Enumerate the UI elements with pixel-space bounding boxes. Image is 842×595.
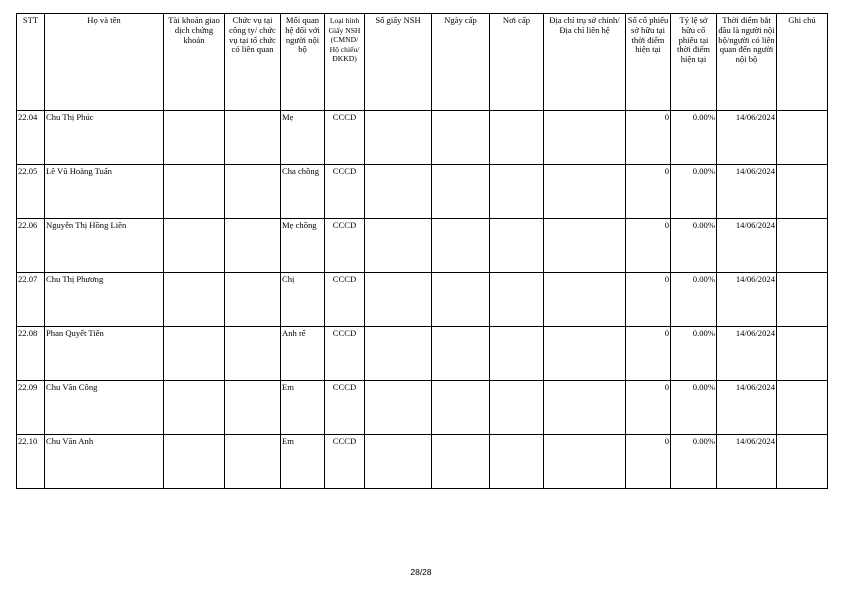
cell-address [544,273,626,327]
cell-issue-date [432,435,490,489]
cell-issue-place [490,165,544,219]
cell-ratio: 0.00% [671,273,717,327]
cell-address [544,435,626,489]
cell-name: Chu Thị Phương [45,273,164,327]
cell-doc-no [365,435,432,489]
cell-issue-date [432,327,490,381]
cell-relation: Mẹ chồng [281,219,325,273]
cell-address [544,327,626,381]
cell-start-date: 14/06/2024 [717,273,777,327]
header-address: Địa chỉ trụ sở chính/Địa chỉ liên hệ [544,14,626,111]
cell-issue-place [490,219,544,273]
cell-note [777,273,828,327]
cell-account [164,273,225,327]
cell-issue-date [432,273,490,327]
cell-position [225,219,281,273]
cell-stt: 22.05 [17,165,45,219]
table-row [17,111,828,165]
table-row [17,273,828,327]
table-row [17,219,828,273]
cell-name: Chu Văn Anh [45,435,164,489]
cell-relation: Anh rể [281,327,325,381]
cell-note [777,327,828,381]
cell-account [164,219,225,273]
cell-issue-date [432,219,490,273]
header-ratio: Tỷ lệ sở hữu cổ phiếu tại thời điểm hiện tại [671,14,717,111]
cell-note [777,165,828,219]
cell-note [777,219,828,273]
cell-issue-date [432,381,490,435]
cell-issue-date [432,111,490,165]
cell-stt: 22.07 [17,273,45,327]
cell-account [164,165,225,219]
cell-start-date: 14/06/2024 [717,435,777,489]
cell-note [777,435,828,489]
cell-position [225,435,281,489]
cell-doc-type: CCCD [325,381,365,435]
header-stt: STT [17,14,45,111]
header-name: Họ và tên [45,14,164,111]
cell-name: Nguyễn Thị Hồng Liên [45,219,164,273]
table-row [17,165,828,219]
cell-ratio: 0.00% [671,381,717,435]
cell-position [225,273,281,327]
cell-position [225,381,281,435]
cell-doc-no [365,273,432,327]
cell-issue-place [490,327,544,381]
header-row [17,14,828,111]
cell-stt: 22.08 [17,327,45,381]
header-shares: Số cổ phiếu sở hữu tại thời điểm hiện tại [626,14,671,111]
cell-doc-type: CCCD [325,435,365,489]
cell-start-date: 14/06/2024 [717,165,777,219]
cell-address [544,111,626,165]
cell-name: Chu Văn Công [45,381,164,435]
cell-doc-no [365,219,432,273]
header-start-date: Thời điểm bắt đầu là người nội bộ/người có liên quan đến người nội bộ [717,14,777,111]
cell-address [544,219,626,273]
cell-position [225,165,281,219]
cell-shares: 0 [626,381,671,435]
cell-start-date: 14/06/2024 [717,327,777,381]
header-doc-no: Số giấy NSH [365,14,432,111]
cell-shares: 0 [626,219,671,273]
cell-stt: 22.10 [17,435,45,489]
cell-stt: 22.06 [17,219,45,273]
cell-position [225,327,281,381]
cell-name: Lê Vũ Hoàng Tuấn [45,165,164,219]
cell-shares: 0 [626,327,671,381]
cell-account [164,381,225,435]
cell-doc-type: CCCD [325,219,365,273]
cell-doc-type: CCCD [325,111,365,165]
cell-shares: 0 [626,273,671,327]
cell-relation: Cha chồng [281,165,325,219]
cell-address [544,381,626,435]
cell-stt: 22.09 [17,381,45,435]
cell-relation: Chị [281,273,325,327]
cell-stt: 22.04 [17,111,45,165]
cell-account [164,327,225,381]
header-note: Ghi chú [777,14,828,111]
header-account: Tài khoản giao dịch chứng khoán [164,14,225,111]
cell-address [544,165,626,219]
cell-ratio: 0.00% [671,435,717,489]
cell-name: Phan Quyết Tiến [45,327,164,381]
page-number: 28/28 [410,567,432,577]
cell-issue-place [490,111,544,165]
cell-shares: 0 [626,111,671,165]
cell-note [777,381,828,435]
table-row [17,381,828,435]
cell-doc-type: CCCD [325,327,365,381]
cell-issue-place [490,381,544,435]
header-issue-date: Ngày cấp [432,14,490,111]
table-row [17,327,828,381]
cell-issue-date [432,165,490,219]
cell-note [777,111,828,165]
cell-ratio: 0.00% [671,165,717,219]
cell-doc-no [365,165,432,219]
cell-start-date: 14/06/2024 [717,381,777,435]
cell-relation: Em [281,381,325,435]
cell-doc-type: CCCD [325,165,365,219]
cell-account [164,435,225,489]
header-position: Chức vụ tại công ty/ chức vụ tại tổ chức có liên quan [225,14,281,111]
cell-position [225,111,281,165]
cell-shares: 0 [626,435,671,489]
header-relation: Mối quan hệ đối với người nội bộ [281,14,325,111]
insider-table [16,13,828,489]
cell-ratio: 0.00% [671,219,717,273]
cell-shares: 0 [626,165,671,219]
cell-ratio: 0.00% [671,111,717,165]
cell-issue-place [490,273,544,327]
cell-start-date: 14/06/2024 [717,219,777,273]
cell-relation: Em [281,435,325,489]
cell-issue-place [490,435,544,489]
cell-ratio: 0.00% [671,327,717,381]
cell-account [164,111,225,165]
cell-relation: Mẹ [281,111,325,165]
cell-doc-no [365,111,432,165]
header-issue-place: Nơi cấp [490,14,544,111]
cell-doc-no [365,381,432,435]
cell-name: Chu Thị Phúc [45,111,164,165]
cell-start-date: 14/06/2024 [717,111,777,165]
header-doc-type: Loại hình Giấy NSH (CMND/ Hộ chiếu/ ĐKKD) [325,14,365,111]
cell-doc-no [365,327,432,381]
cell-doc-type: CCCD [325,273,365,327]
table-row [17,435,828,489]
